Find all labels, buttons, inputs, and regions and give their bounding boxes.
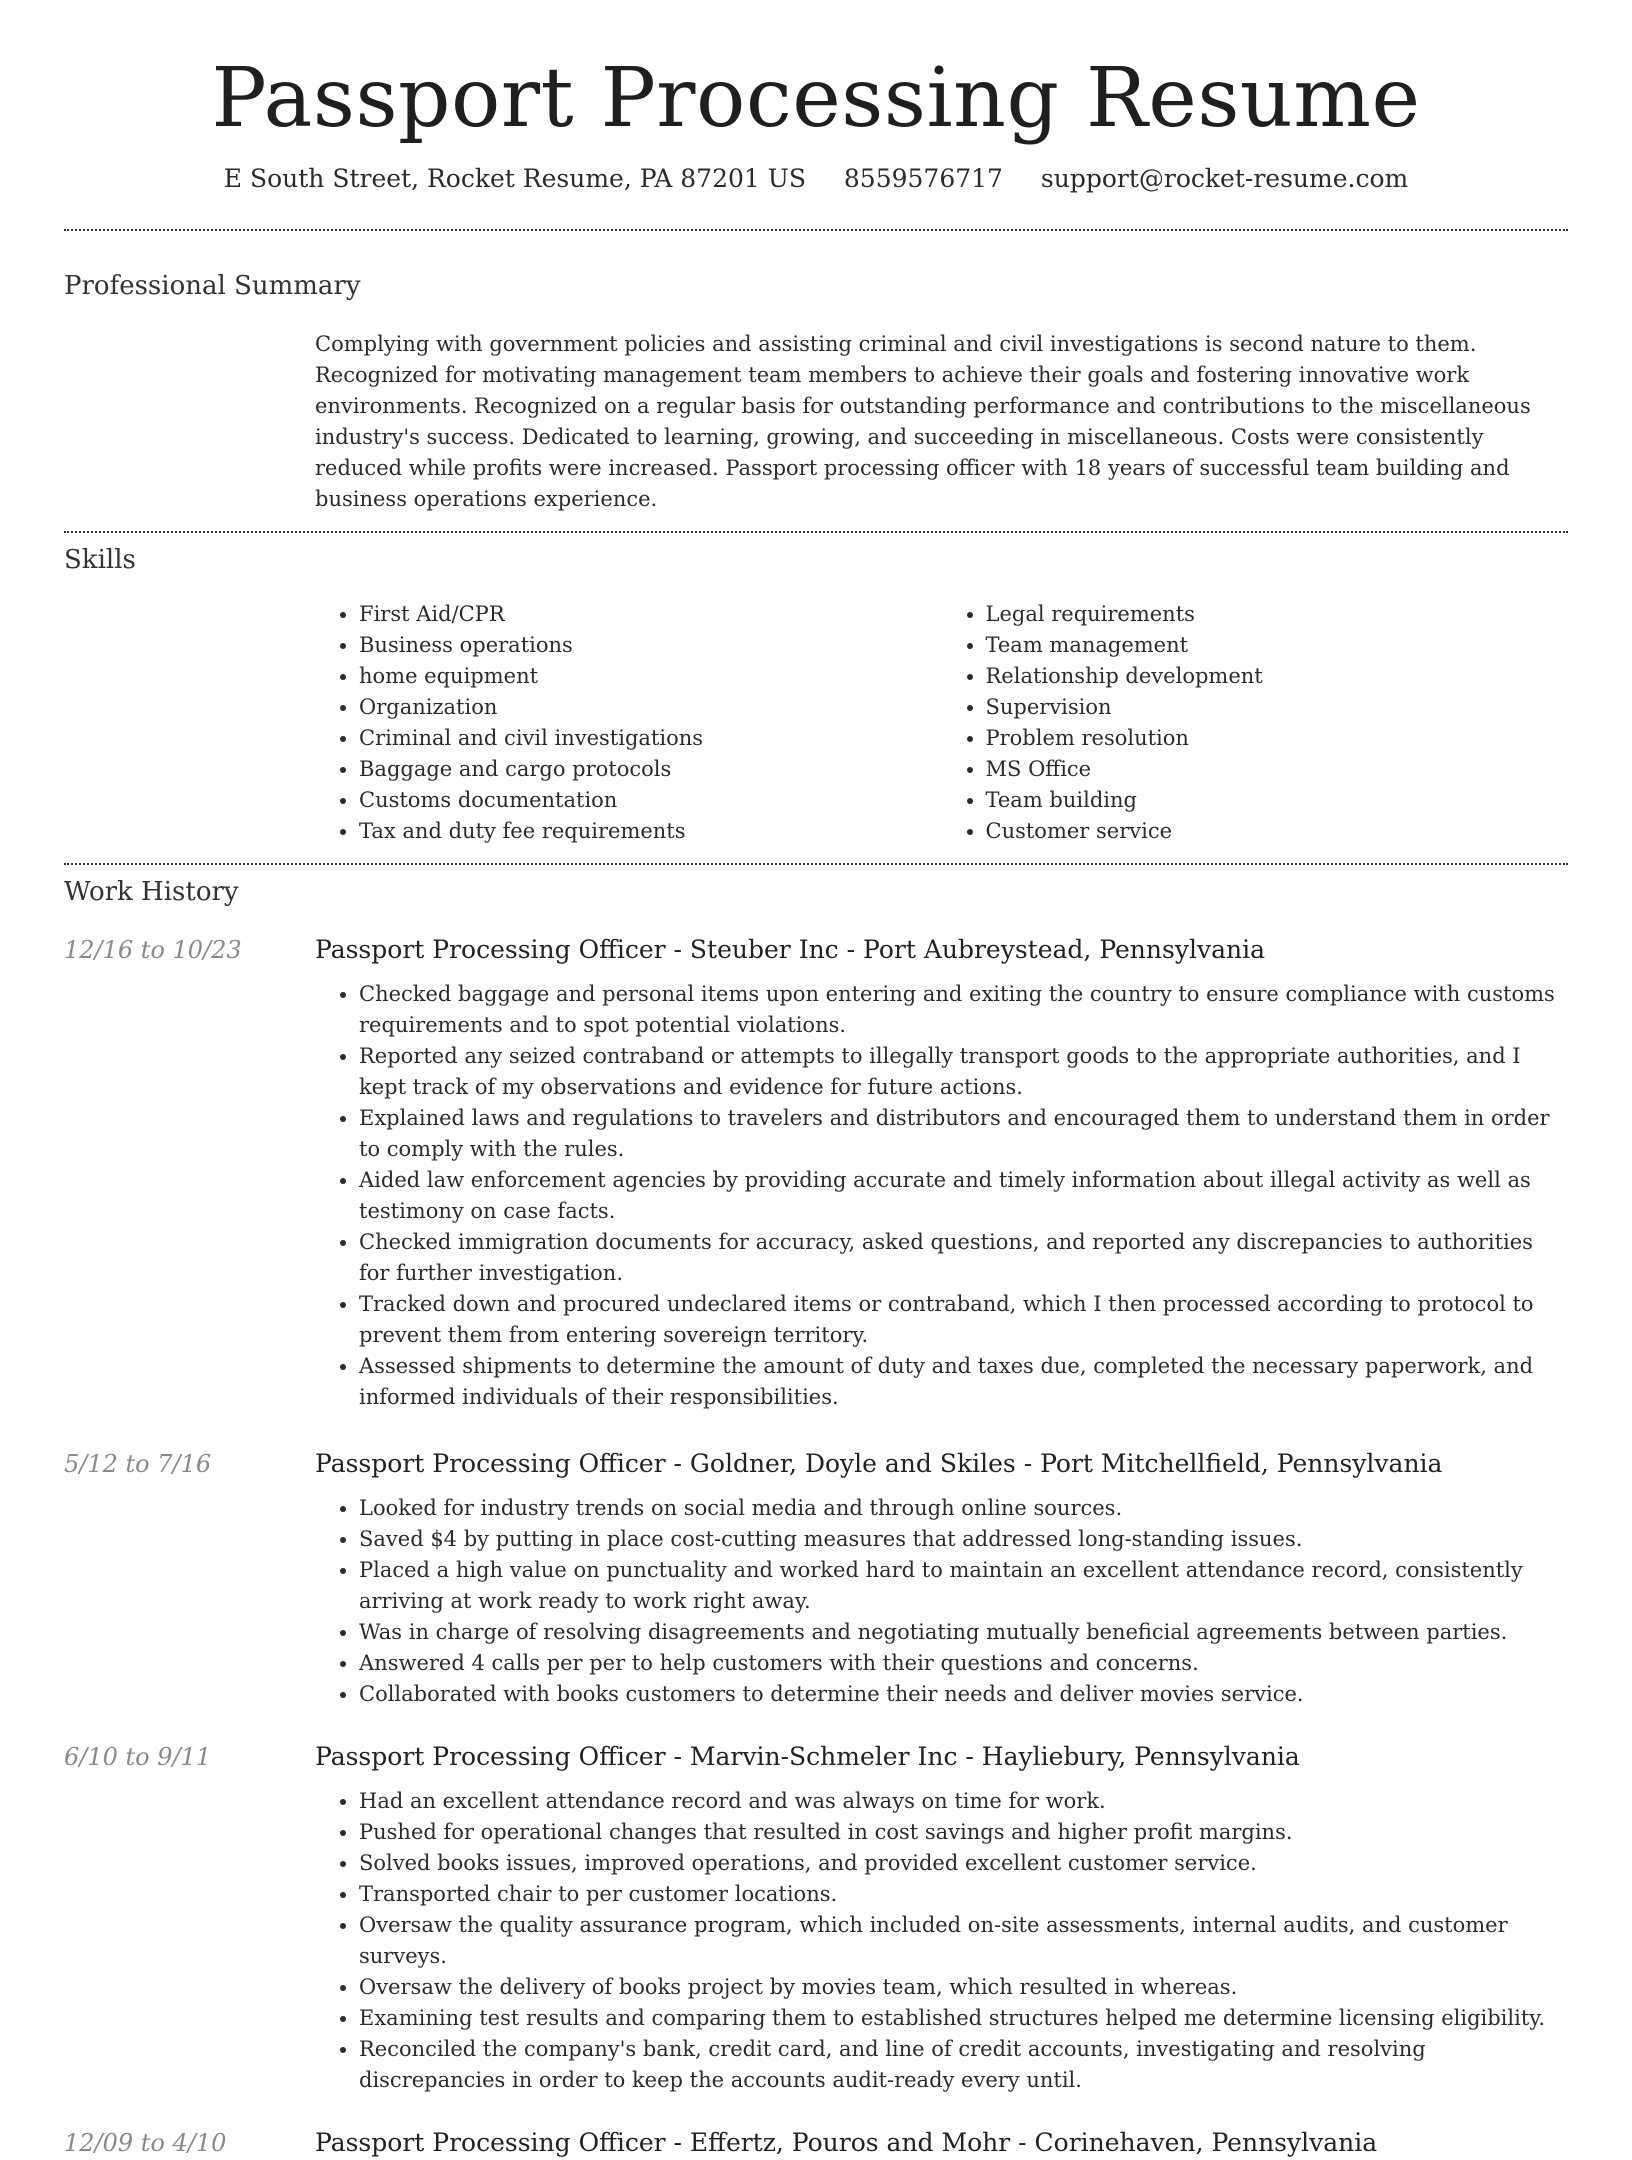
skill-item: • Team building [986,785,1569,816]
job-details [315,2126,1568,2160]
job-bullet: • Pushed for operational changes that resulted in cost savings and higher profit margins. [359,1817,1568,1848]
job-bullets [315,1493,1568,1710]
job-bullet: • Reported any seized contraband or attempts to illegally transport goods to the appropriate authorities, and I kept track of my observations and evidence for future actions. [359,1041,1568,1103]
skill-item: • First Aid/CPR [359,599,942,630]
job-bullet: • Placed a high value on punctuality and worked hard to maintain an excellent attendance record, consistently arriving at work ready to work right away. [359,1555,1568,1617]
job-details [315,1740,1568,2096]
resume-title: Passport Processing Resume [211,51,1421,146]
job-bullet: • Examining test results and comparing them to established structures helped me determine licensing eligibility. [359,2003,1568,2034]
skills-column-right [942,599,1569,847]
job-bullet: • Saved $4 by putting in place cost-cutting measures that addressed long-standing issues. [359,1524,1568,1555]
job-bullet: • Aided law enforcement agencies by providing accurate and timely information about illegal activity as well as testimony on case facts. [359,1165,1568,1227]
job-details [315,933,1568,1413]
job-bullet: • Oversaw the delivery of books project by movies team, which resulted in whereas. [359,1972,1568,2003]
job-bullet: • Oversaw the quality assurance program, which included on-site assessments, internal audits, and customer surveys. [359,1910,1568,1972]
contact-line [0,164,1632,193]
skill-item: • Organization [359,692,942,723]
contact-phone: 8559576717 [843,164,1003,194]
skills-list [315,599,1568,863]
skill-item: • Criminal and civil investigations [359,723,942,754]
job-bullet: • Explained laws and regulations to travelers and distributors and encouraged them to understand them in order to comply with the rules. [359,1103,1568,1165]
skill-item: • Relationship development [986,661,1569,692]
divider [64,229,1568,231]
job-bullet: • Assessed shipments to determine the amount of duty and taxes due, completed the necessary paperwork, and informed individuals of their responsibilities. [359,1351,1568,1413]
job-details [315,1447,1568,1710]
skills-column-left [315,599,942,847]
job-entry [64,2126,1568,2160]
skill-item: • MS Office [986,754,1569,785]
job-bullets [315,979,1568,1413]
skill-item: • Problem resolution [986,723,1569,754]
job-bullet: • Had an excellent attendance record and was always on time for work. [359,1786,1568,1817]
job-bullets [315,1786,1568,2096]
job-dates: 5/12 to 7/16 [64,1450,212,1479]
job-bullet: • Checked baggage and personal items upon entering and exiting the country to ensure compliance with customs requirements and to spot potential violations. [359,979,1568,1041]
job-title: Passport Processing Officer - Steuber Inc - Port Aubreystead, Pennsylvania [315,935,1265,965]
skill-item: • Legal requirements [986,599,1569,630]
job-title: Passport Processing Officer - Effertz, Pouros and Mohr - Corinehaven, Pennsylvania [315,2128,1378,2158]
job-entry [64,933,1568,1413]
job-bullet: • Checked immigration documents for accuracy, asked questions, and reported any discrepancies to authorities for further investigation. [359,1227,1568,1289]
job-bullet: • Reconciled the company's bank, credit card, and line of credit accounts, investigating and resolving discrepancies in order to keep the accounts audit-ready every until. [359,2034,1568,2096]
skill-item: • Customs documentation [359,785,942,816]
divider [64,863,1568,865]
job-dates: 12/16 to 10/23 [64,936,242,965]
job-dates: 6/10 to 9/11 [64,1743,212,1772]
skill-item: • Baggage and cargo protocols [359,754,942,785]
job-bullet: • Transported chair to per customer locations. [359,1879,1568,1910]
summary-heading: Professional Summary [64,271,361,302]
summary-text: Complying with government policies and assisting criminal and civil investigations is second nature to them. Recognized for motivating management team members to achieve their goals and fostering innovative work environments. Recognized on a regular basis for outstanding performance and contributions to the miscellaneous industry's success. Dedicated to learning, growing, and succeeding in miscellaneous. Costs were consistently reduced while profits were increased. Passport processing officer with 18 years of successful team building and business operations experience. [315,332,1531,512]
job-bullet: • Collaborated with books customers to determine their needs and deliver movies service. [359,1679,1568,1710]
work-history-list [0,933,1632,2160]
job-entry [64,1740,1568,2096]
job-bullet: • Looked for industry trends on social media and through online sources. [359,1493,1568,1524]
job-title: Passport Processing Officer - Goldner, Doyle and Skiles - Port Mitchellfield, Pennsylvania [315,1449,1443,1479]
work-history-heading: Work History [64,877,239,908]
divider [64,531,1568,533]
contact-email: support@rocket-resume.com [1040,164,1409,194]
contact-address: E South Street, Rocket Resume, PA 87201 US [223,164,806,194]
skills-heading: Skills [64,545,136,576]
skill-item: • Business operations [359,630,942,661]
job-bullet: • Tracked down and procured undeclared items or contraband, which I then processed according to protocol to prevent them from entering sovereign territory. [359,1289,1568,1351]
skill-item: • home equipment [359,661,942,692]
skill-item: • Team management [986,630,1569,661]
job-title: Passport Processing Officer - Marvin-Schmeler Inc - Hayliebury, Pennsylvania [315,1742,1300,1772]
job-bullet: • Was in charge of resolving disagreements and negotiating mutually beneficial agreements between parties. [359,1617,1568,1648]
skill-item: • Tax and duty fee requirements [359,816,942,847]
job-entry [64,1447,1568,1710]
job-dates: 12/09 to 4/10 [64,2129,227,2158]
job-bullet: • Solved books issues, improved operations, and provided excellent customer service. [359,1848,1568,1879]
resume-header [0,0,1632,193]
skill-item: • Customer service [986,816,1569,847]
job-bullet: • Answered 4 calls per per to help customers with their questions and concerns. [359,1648,1568,1679]
skill-item: • Supervision [986,692,1569,723]
